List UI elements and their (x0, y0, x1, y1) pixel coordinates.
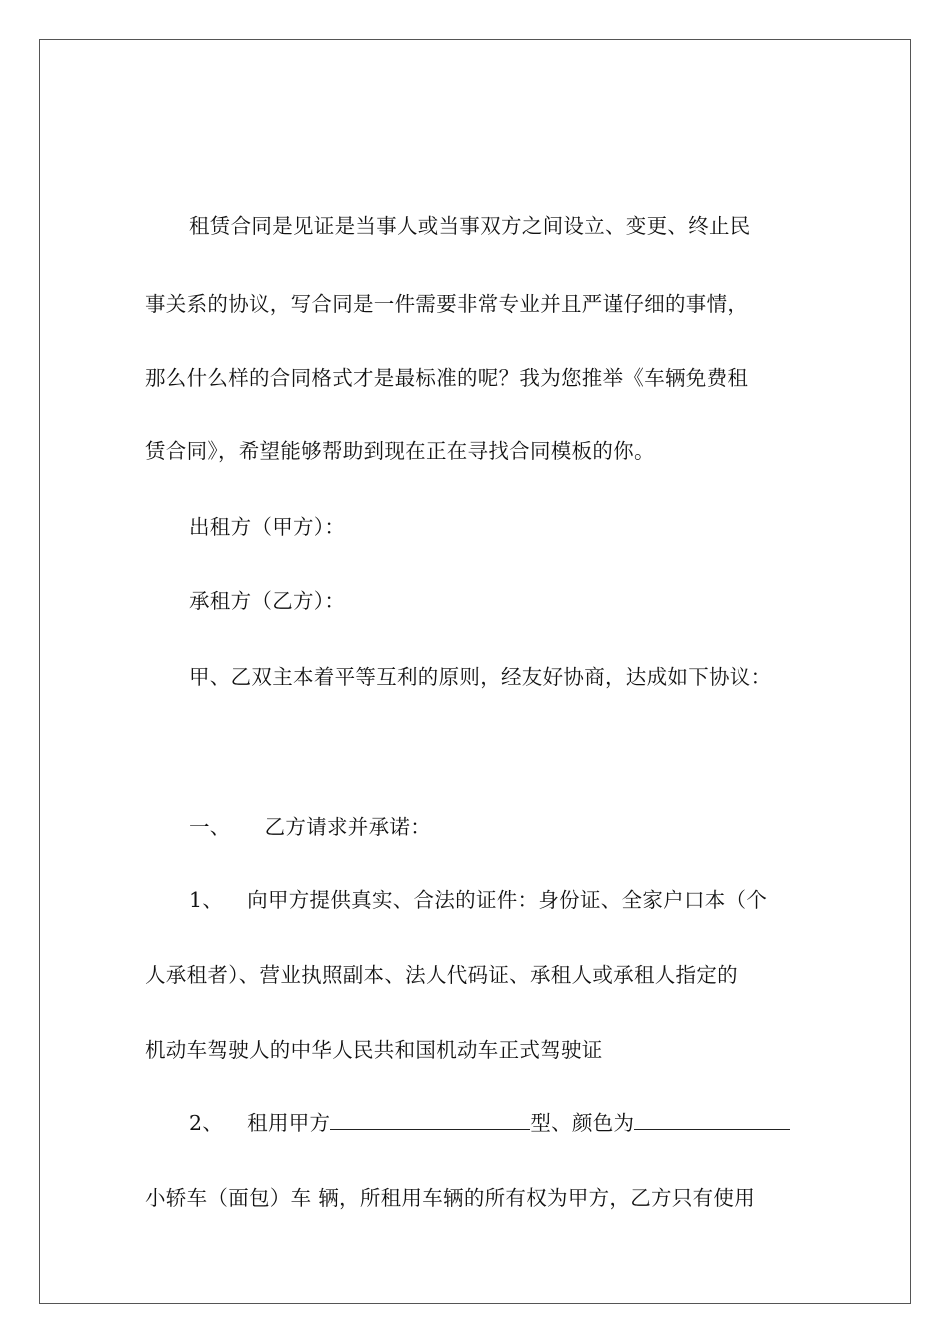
item-1-line-2: 人承租者）、营业执照副本、法人代码证、承租人或承租人指定的 (145, 963, 738, 987)
section-1-heading (189, 813, 431, 841)
lessor-label: 出租方（甲方）： (189, 515, 346, 539)
vehicle-model-blank[interactable] (330, 1109, 530, 1130)
item-2-number: 2、 (189, 1111, 224, 1135)
item-1-line-3: 机动车驾驶人的中华人民共和国机动车正式驾驶证 (145, 1038, 603, 1062)
item-2-line-1 (189, 1109, 790, 1137)
item-1-line-1 (189, 886, 767, 914)
item-2-line-2: 小轿车（面包）车 辆，所租用车辆的所有权为甲方，乙方只有使用 (145, 1186, 756, 1210)
section-1-number: 一、 (189, 815, 231, 839)
item-2-text-b: 型、颜色为 (530, 1111, 635, 1135)
intro-line-2: 事关系的协议，写合同是一件需要非常专业并且严谨仔细的事情， (145, 292, 749, 316)
vehicle-color-blank[interactable] (634, 1109, 790, 1130)
item-1-text-1: 向甲方提供真实、合法的证件：身份证、全家户口本（个 (247, 888, 768, 912)
item-2-text-a: 租用甲方 (247, 1111, 331, 1135)
lessee-label: 承租方（乙方）： (189, 589, 346, 613)
intro-line-3: 那么什么样的合同格式才是最标准的呢？我为您推举《车辆免费租 (145, 366, 749, 390)
intro-line-4: 赁合同》，希望能够帮助到现在正在寻找合同模板的你。 (145, 439, 655, 463)
intro-line-1: 租赁合同是见证是当事人或当事双方之间设立、变更、终止民 (189, 214, 751, 238)
preamble: 甲、乙双主本着平等互利的原则，经友好协商，达成如下协议： (189, 665, 772, 689)
section-1-title: 乙方请求并承诺： (264, 815, 432, 839)
item-1-number: 1、 (189, 888, 224, 912)
